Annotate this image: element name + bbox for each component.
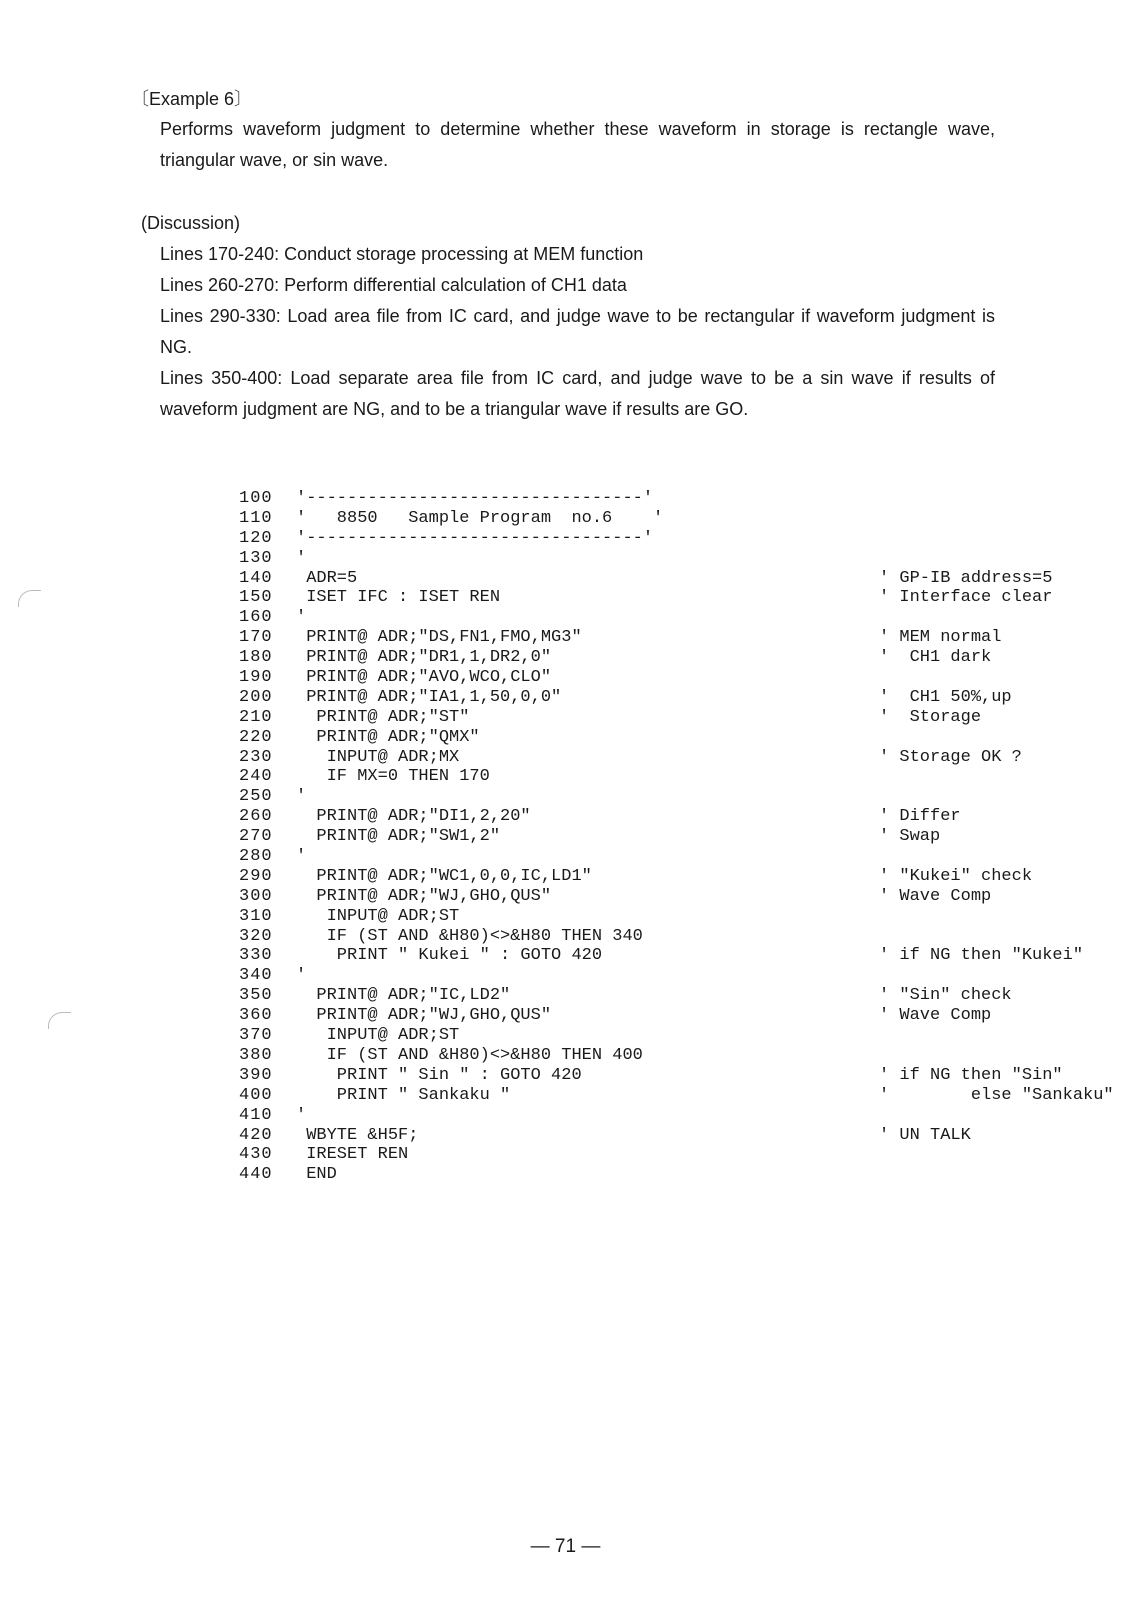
code-statement: IF MX=0 THEN 170 [296, 767, 490, 787]
code-statement: '---------------------------------' [296, 489, 654, 508]
line-number: 170 [239, 628, 273, 648]
code-comment: ' GP-IB address=5 [879, 568, 1053, 588]
code-comment: ' MEM normal [879, 628, 1002, 648]
code-statement: PRINT " Sin " : GOTO 420 [296, 1065, 582, 1085]
discussion-body [160, 239, 995, 425]
code-statement: INPUT@ ADR;MX [296, 747, 460, 767]
code-statement: ' [296, 847, 307, 867]
code-comment: ' UN TALK [879, 1125, 971, 1145]
intro-paragraph: Performs waveform judgment to determine whether these waveform in storage is rectangle wave, triangular wave, or sin wave. [160, 119, 995, 170]
code-statement: PRINT@ ADR;"WJ,GHO,QUS" [296, 886, 552, 906]
code-comment: ' "Sin" check [879, 986, 1012, 1006]
code-statement: END [296, 1165, 337, 1185]
line-number: 160 [239, 608, 273, 628]
code-statement: '---------------------------------' [296, 528, 654, 548]
code-statement: IF (ST AND &H80)<>&H80 THEN 340 [296, 926, 643, 946]
line-number: 100 [239, 489, 273, 508]
code-statement: PRINT@ ADR;"AVO,WCO,CLO" [296, 668, 552, 688]
code-comment: ' Swap [879, 827, 941, 847]
scan-mark [18, 590, 41, 607]
code-statement: PRINT@ ADR;"WJ,GHO,QUS" [296, 1006, 552, 1026]
code-statement: INPUT@ ADR;ST [296, 1026, 460, 1046]
code-statement: INPUT@ ADR;ST [296, 906, 460, 926]
code-statement: ADR=5 [296, 568, 358, 588]
line-number: 280 [239, 847, 273, 867]
line-number: 380 [239, 1045, 273, 1065]
code-statement: PRINT@ ADR;"IC,LD2" [296, 986, 511, 1006]
line-number: 240 [239, 767, 273, 787]
line-number: 350 [239, 986, 273, 1006]
code-statement: ' [296, 608, 307, 628]
code-comment: ' if NG then "Kukei" [879, 946, 1084, 966]
line-number: 250 [239, 787, 273, 807]
code-statement: PRINT " Kukei " : GOTO 420 [296, 946, 603, 966]
line-number: 370 [239, 1026, 273, 1046]
code-comment: ' Storage [879, 707, 982, 727]
line-number: 150 [239, 588, 273, 608]
discussion-line: Lines 260-270: Perform differential calculation of CH1 data [160, 275, 627, 295]
code-comment: ' Wave Comp [879, 1006, 992, 1026]
line-number: 180 [239, 648, 273, 668]
line-number: 420 [239, 1125, 273, 1145]
code-statement: ' [296, 548, 307, 568]
line-number: 430 [239, 1145, 273, 1165]
line-number: 190 [239, 668, 273, 688]
line-number: 110 [239, 508, 273, 528]
code-statement: PRINT@ ADR;"WC1,0,0,IC,LD1" [296, 866, 592, 886]
line-number: 400 [239, 1085, 273, 1105]
line-number: 390 [239, 1065, 273, 1085]
discussion-line: Lines 350-400: Load separate area file from IC card, and judge wave to be a sin wave if results of waveform judgment are NG, and to be a triangular wave if results are GO. [160, 368, 995, 419]
code-comment: ' Interface clear [879, 588, 1053, 608]
code-statement: PRINT@ ADR;"DR1,1,DR2,0" [296, 648, 552, 668]
scan-mark [48, 1012, 71, 1029]
code-statement: IF (ST AND &H80)<>&H80 THEN 400 [296, 1045, 643, 1065]
code-comment: ' CH1 dark [879, 648, 992, 668]
line-number: 130 [239, 548, 273, 568]
line-number: 410 [239, 1105, 273, 1125]
code-comment: ' if NG then "Sin" [879, 1065, 1063, 1085]
code-statement: ' [296, 787, 307, 807]
line-number: 290 [239, 866, 273, 886]
line-number: 320 [239, 926, 273, 946]
code-statement: PRINT@ ADR;"ST" [296, 707, 470, 727]
code-statement: ' [296, 1105, 307, 1125]
line-number: 340 [239, 966, 273, 986]
code-statement: IRESET REN [296, 1145, 409, 1165]
code-comment: ' Storage OK ? [879, 747, 1022, 767]
code-statement: ' 8850 Sample Program no.6 ' [296, 508, 664, 528]
code-statement: WBYTE &H5F; [296, 1125, 419, 1145]
page-number: — 71 — [530, 1536, 601, 1557]
code-comment: ' Differ [879, 807, 961, 827]
code-statement: PRINT@ ADR;"DS,FN1,FMO,MG3" [296, 628, 582, 648]
line-number: 310 [239, 906, 273, 926]
code-statement: PRINT@ ADR;"SW1,2" [296, 827, 501, 847]
line-number: 200 [239, 687, 273, 707]
example-title: 〔Example 6〕 [131, 89, 253, 109]
discussion-line: Lines 170-240: Conduct storage processing at MEM function [160, 244, 644, 264]
line-number: 210 [239, 707, 273, 727]
discussion-title: (Discussion) [141, 213, 241, 233]
line-number: 140 [239, 568, 273, 588]
code-statement: PRINT@ ADR;"QMX" [296, 727, 480, 747]
code-statement: PRINT@ ADR;"IA1,1,50,0,0" [296, 687, 562, 707]
line-number: 330 [239, 946, 273, 966]
line-number: 270 [239, 827, 273, 847]
line-number: 440 [239, 1165, 273, 1185]
code-statement: ' [296, 966, 307, 986]
line-number: 120 [239, 528, 273, 548]
code-comment: ' "Kukei" check [879, 866, 1033, 886]
discussion-line: Lines 290-330: Load area file from IC card, and judge wave to be rectangular if waveform judgment is NG. [160, 306, 995, 357]
line-number: 300 [239, 886, 273, 906]
line-number: 220 [239, 727, 273, 747]
code-statement: ISET IFC : ISET REN [296, 588, 501, 608]
code-comment: ' Wave Comp [879, 886, 992, 906]
code-comment: ' else "Sankaku" [879, 1085, 1114, 1105]
line-number: 230 [239, 747, 273, 767]
line-number: 260 [239, 807, 273, 827]
code-statement: PRINT " Sankaku " [296, 1085, 511, 1105]
line-number: 360 [239, 1006, 273, 1026]
code-statement: PRINT@ ADR;"DI1,2,20" [296, 807, 531, 827]
code-comment: ' CH1 50%,up [879, 687, 1012, 707]
